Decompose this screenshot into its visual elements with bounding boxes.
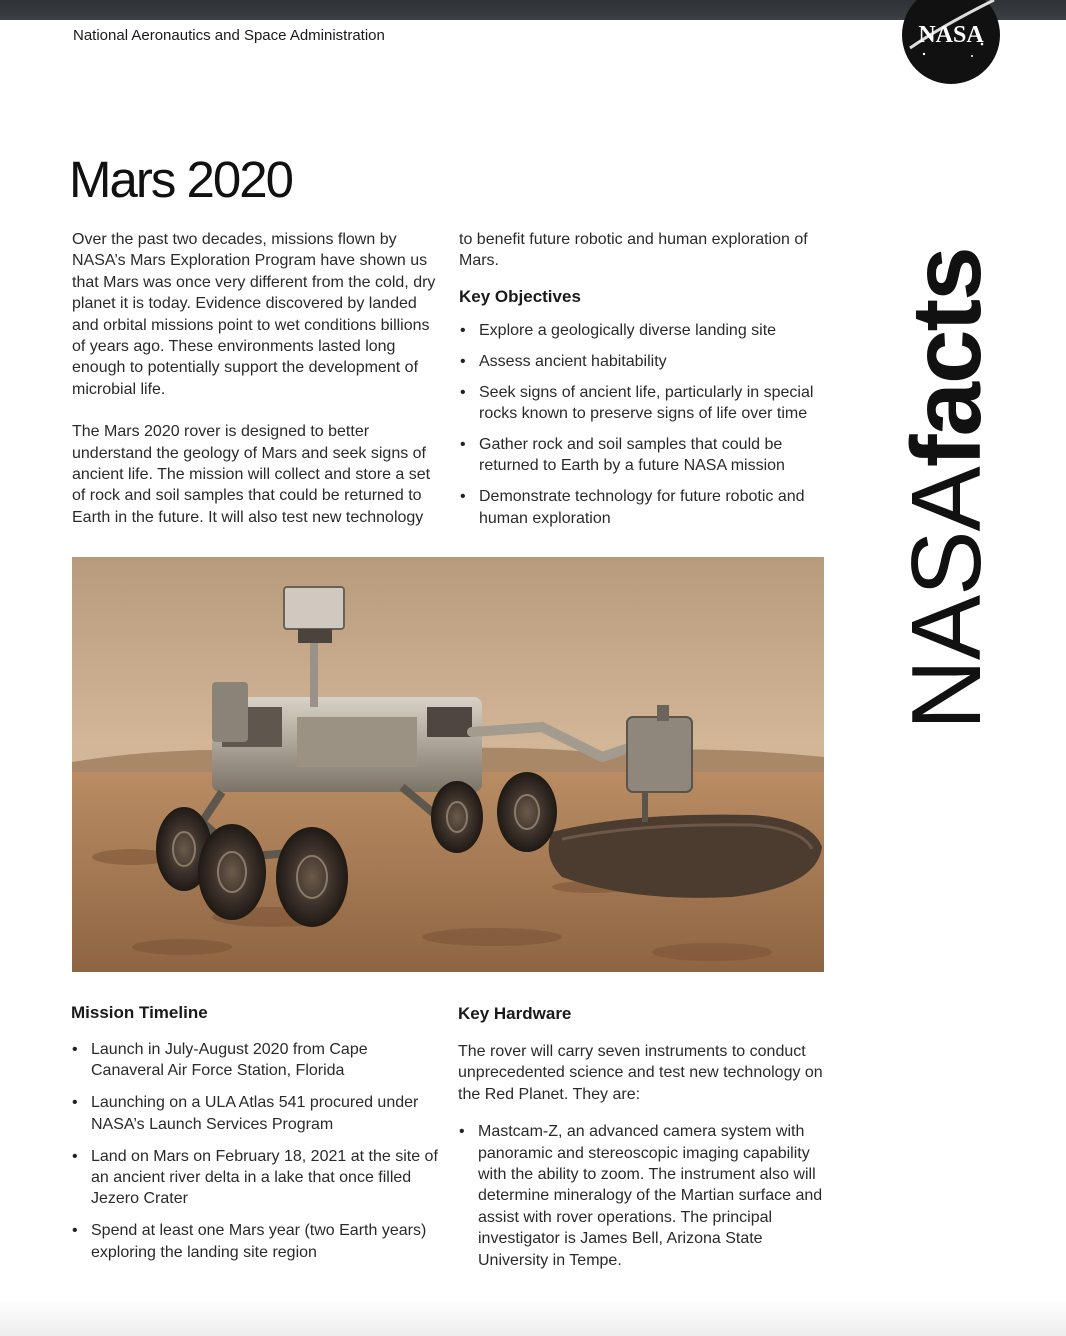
list-item: • Gather rock and soil samples that could be returned to Earth by a future NASA mission: [459, 434, 824, 477]
key-hardware-list: [458, 1121, 828, 1271]
nasa-logo: [902, 0, 1000, 84]
rover-illustration: [72, 557, 824, 972]
brand-light-text: NASA: [891, 467, 1001, 730]
mission-timeline-heading: Mission Timeline: [71, 1003, 208, 1022]
intro-column: [72, 229, 444, 549]
key-hardware-column: [458, 1004, 828, 1271]
list-item: • Mastcam-Z, an advanced camera system with panoramic and stereoscopic imaging capability with the ability to zoom. The instrument also will determine mineralogy of the Martian surface and assist with rover operations. The principal investigator is James Bell, Arizona State University in Tempe.: [458, 1121, 828, 1271]
intro-continuation: to benefit future robotic and human exploration of Mars.: [459, 231, 808, 270]
intro-paragraph-1: Over the past two decades, missions flown by NASA’s Mars Exploration Program have shown us that Mars was once very different from the cold, dry planet it is today. Evidence discovered by landed and orbital missions point to wet conditions billions of years ago. These environments lasted long enough to potentially support the development of microbial life.: [72, 231, 436, 398]
page-bottom-edge: [0, 1300, 1066, 1336]
agency-name: National Aeronautics and Space Administration: [73, 27, 385, 44]
mission-timeline-column: [71, 1003, 441, 1274]
list-item: • Launch in July-August 2020 from Cape Canaveral Air Force Station, Florida: [71, 1039, 441, 1082]
list-item: • Land on Mars on February 18, 2021 at the site of an ancient river delta in a lake that once filled Jezero Crater: [71, 1146, 441, 1210]
mission-timeline-list: [71, 1039, 441, 1263]
page-title: Mars 2020: [69, 151, 292, 208]
list-item: • Launching on a ULA Atlas 541 procured under NASA’s Launch Services Program: [71, 1092, 441, 1135]
svg-text:NASA: NASA: [918, 22, 984, 48]
key-objectives-list: [459, 320, 824, 529]
key-hardware-intro: The rover will carry seven instruments to conduct unprecedented science and test new technology on the Red Planet. They are:: [458, 1043, 823, 1103]
nasa-facts-vertical-brand: [891, 248, 1001, 730]
list-item: • Explore a geologically diverse landing site: [459, 320, 824, 341]
key-objectives-heading: Key Objectives: [459, 286, 581, 306]
list-item: • Seek signs of ancient life, particularly in special rocks known to preserve signs of life over time: [459, 382, 824, 425]
intro-paragraph-2: The Mars 2020 rover is designed to better understand the geology of Mars and seek signs of ancient life. The mission will collect and store a set of rock and soil samples that could be returned to Earth in the future. It will also test new technology: [72, 423, 431, 526]
list-item: • Demonstrate technology for future robotic and human exploration: [459, 486, 824, 529]
objectives-column: [459, 229, 824, 539]
list-item: • Spend at least one Mars year (two Earth years) exploring the landing site region: [71, 1220, 441, 1263]
brand-bold-text: facts: [891, 248, 1001, 468]
list-item: • Assess ancient habitability: [459, 351, 824, 372]
key-hardware-heading: Key Hardware: [458, 1004, 572, 1023]
